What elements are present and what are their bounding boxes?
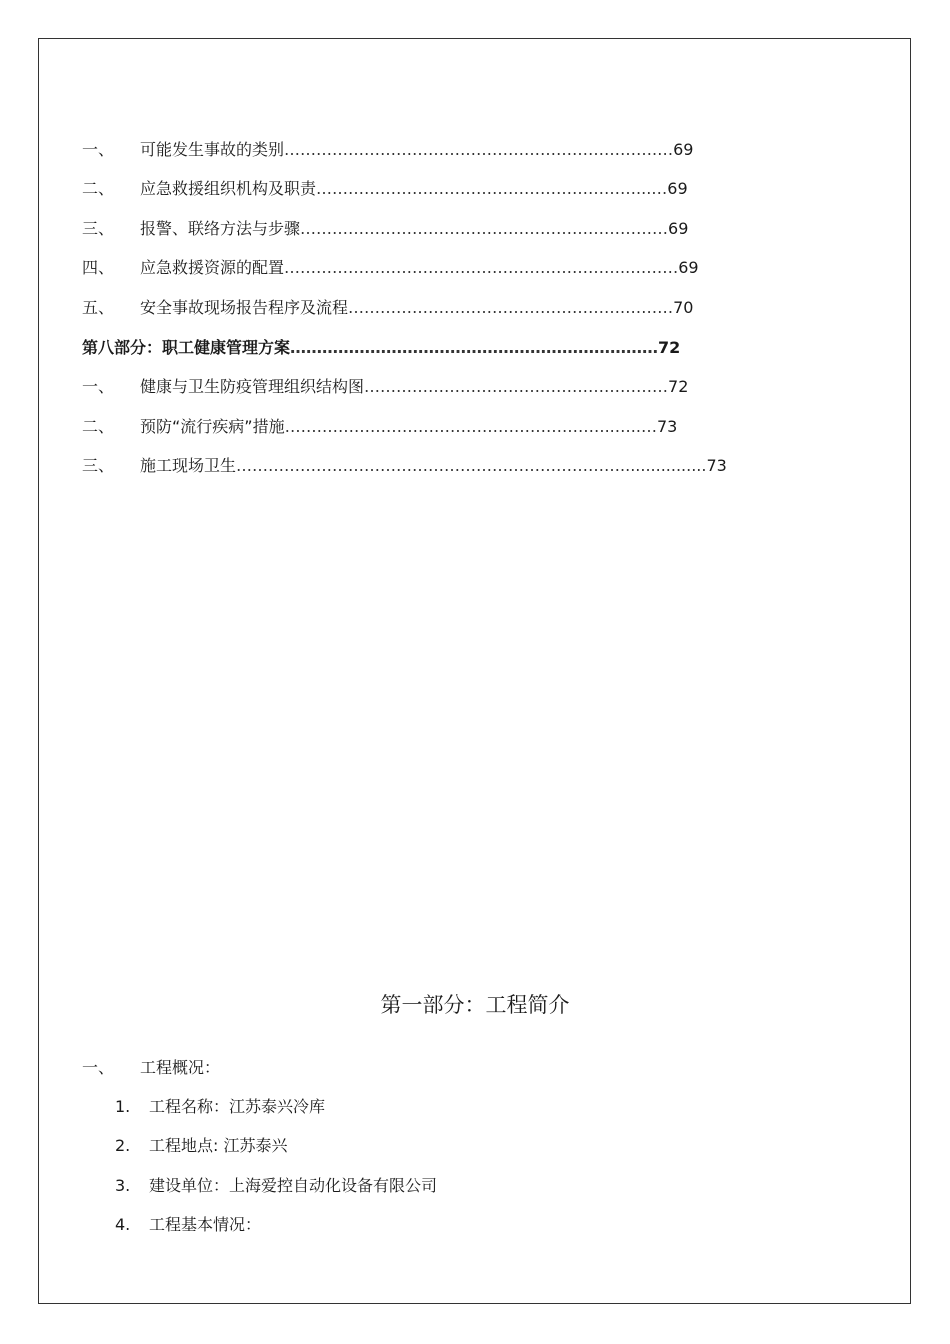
toc-entry[interactable] [82,375,688,399]
toc-page: 72 [658,338,681,357]
toc-title: 报警、联络方法与步骤 [140,219,301,238]
toc-number: 二、 [82,179,115,198]
toc-leader: …………………………………………………………… [290,338,659,357]
toc-number: 四、 [82,258,115,277]
toc-number: 一、 [82,377,115,396]
toc-leader: ………………………………………………………..……… [284,258,679,277]
toc-title: 应急救援组织机构及职责 [140,179,317,198]
sub-item [115,1134,287,1158]
sub-item [115,1174,437,1198]
sub-item-number: 4. [115,1215,131,1234]
toc-number: 二、 [82,417,115,436]
section-item [82,1056,220,1080]
sub-item-number: 1. [115,1097,131,1116]
toc-entry[interactable] [82,138,693,162]
toc-page: 72 [668,377,689,396]
toc-number: 三、 [82,456,115,475]
toc-entry[interactable] [82,454,727,478]
toc-leader: ……………………………………………………..…..… [284,417,657,436]
toc-number: 三、 [82,219,115,238]
item-number: 一、 [82,1058,115,1077]
toc-entry[interactable] [82,256,699,280]
toc-title: 安全事故现场报告程序及流程 [140,298,349,317]
sub-item-number: 2. [115,1136,131,1155]
toc-leader: ………………………………………………… [364,377,669,396]
item-title: 工程概况： [140,1058,221,1077]
sub-item-number: 3. [115,1176,131,1195]
toc-leader: ………………………………………………………………................. [236,456,707,475]
toc-entry[interactable] [82,296,693,320]
toc-title: 可能发生事故的类别 [140,140,285,159]
sub-item-text: 工程地点: 江苏泰兴 [149,1136,288,1155]
toc-entry[interactable] [82,217,688,241]
toc-title: 健康与卫生防疫管理组织结构图 [140,377,365,396]
toc-page: 69 [667,179,688,198]
toc-page: 73 [706,456,727,475]
toc-page: 69 [668,219,689,238]
toc-number: 五、 [82,298,115,317]
toc-number: 一、 [82,140,115,159]
sub-item-text: 工程基本情况： [149,1215,262,1234]
toc-part-heading[interactable] [82,336,680,360]
toc-page: 70 [673,298,694,317]
toc-page: 73 [656,417,678,436]
toc-page: 69 [673,140,694,159]
toc-title: 施工现场卫生 [140,456,237,475]
sub-item [115,1213,261,1237]
sub-item [115,1095,325,1119]
toc-leader: …………………………………………………………… [300,219,669,238]
toc-title: 第八部分：职工健康管理方案 [82,338,291,357]
toc-entry[interactable] [82,177,688,201]
toc-leader: …………………………………………………………….… [284,140,674,159]
toc-entry[interactable] [82,415,677,439]
section-title: 第一部分：工程简介 [380,993,570,1017]
sub-item-text: 工程名称：江苏泰兴冷库 [149,1097,326,1116]
sub-item-text: 建设单位：上海爱控自动化设备有限公司 [149,1176,438,1195]
toc-title: 应急救援资源的配置 [140,258,285,277]
toc-title: 预防“流行疾病”措施 [140,417,285,436]
toc-leader: ……………………………………………………...… [316,179,668,198]
toc-leader: …………………………………………….……… [348,298,674,317]
toc-page: 69 [678,258,699,277]
